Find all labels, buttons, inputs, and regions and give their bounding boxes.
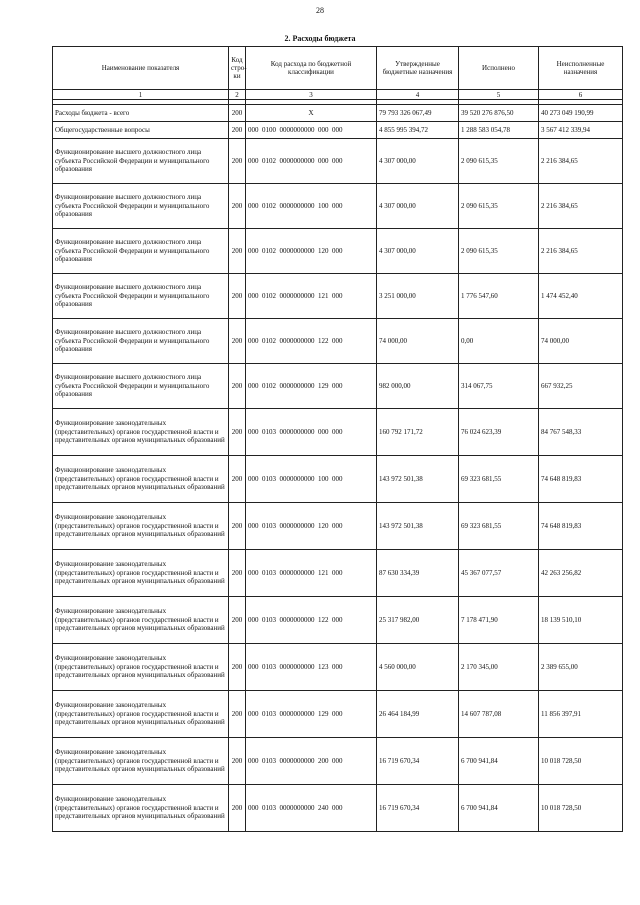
row-classification: 000 0102 0000000000 000 000	[246, 139, 377, 184]
row-unexecuted: 40 273 049 190,99	[539, 105, 623, 122]
row-code: 200	[229, 785, 246, 832]
row-executed: 2 090 615,35	[459, 229, 539, 274]
row-name: Общегосударственные вопросы	[53, 122, 229, 139]
row-name: Функционирование законодательных (представительных) органов государственной власти и представительных органов муниципальных образований	[53, 550, 229, 597]
table-row	[53, 364, 623, 409]
table-row	[53, 691, 623, 738]
row-name: Расходы бюджета - всего	[53, 105, 229, 122]
row-code: 200	[229, 184, 246, 229]
row-code: 200	[229, 319, 246, 364]
table-row	[53, 274, 623, 319]
row-approved: 16 719 670,34	[377, 785, 459, 832]
row-unexecuted: 667 932,25	[539, 364, 623, 409]
row-name: Функционирование законодательных (представительных) органов государственной власти и представительных органов муниципальных образований	[53, 409, 229, 456]
row-unexecuted: 2 216 384,65	[539, 184, 623, 229]
row-name: Функционирование высшего должностного лица субъекта Российской Федерации и муниципального образования	[53, 364, 229, 409]
section-title: 2. Расходы бюджета	[284, 34, 356, 43]
row-code: 200	[229, 503, 246, 550]
row-code: 200	[229, 550, 246, 597]
header-unexecuted: Неисполненные назначения	[539, 47, 623, 90]
row-executed: 76 024 623,39	[459, 409, 539, 456]
row-name: Функционирование законодательных (представительных) органов государственной власти и представительных органов муниципальных образований	[53, 785, 229, 832]
row-classification: 000 0102 0000000000 129 000	[246, 364, 377, 409]
row-executed: 6 700 941,84	[459, 785, 539, 832]
row-code: 200	[229, 229, 246, 274]
row-code: 200	[229, 139, 246, 184]
table-row	[53, 738, 623, 785]
row-unexecuted: 10 018 728,50	[539, 785, 623, 832]
row-executed: 1 288 583 054,78	[459, 122, 539, 139]
row-name: Функционирование законодательных (представительных) органов государственной власти и представительных органов муниципальных образований	[53, 503, 229, 550]
column-number: 5	[459, 90, 539, 100]
row-approved: 4 307 000,00	[377, 229, 459, 274]
row-unexecuted: 84 767 548,33	[539, 409, 623, 456]
header-executed: Исполнено	[459, 47, 539, 90]
row-executed: 314 067,75	[459, 364, 539, 409]
row-name: Функционирование высшего должностного лица субъекта Российской Федерации и муниципального образования	[53, 139, 229, 184]
row-classification: 000 0103 0000000000 240 000	[246, 785, 377, 832]
column-number: 4	[377, 90, 459, 100]
row-code: 200	[229, 105, 246, 122]
row-classification: 000 0100 0000000000 000 000	[246, 122, 377, 139]
row-unexecuted: 3 567 412 339,94	[539, 122, 623, 139]
row-executed: 6 700 941,84	[459, 738, 539, 785]
row-classification: 000 0103 0000000000 123 000	[246, 644, 377, 691]
row-classification: 000 0102 0000000000 121 000	[246, 274, 377, 319]
row-unexecuted: 1 474 452,40	[539, 274, 623, 319]
row-unexecuted: 18 139 510,10	[539, 597, 623, 644]
row-approved: 143 972 501,38	[377, 503, 459, 550]
row-executed: 45 367 077,57	[459, 550, 539, 597]
table-row	[53, 456, 623, 503]
row-classification: 000 0103 0000000000 100 000	[246, 456, 377, 503]
row-code: 200	[229, 456, 246, 503]
row-unexecuted: 74 648 819,83	[539, 456, 623, 503]
table-row	[53, 785, 623, 832]
row-executed: 2 090 615,35	[459, 139, 539, 184]
row-approved: 4 307 000,00	[377, 184, 459, 229]
table-row	[53, 409, 623, 456]
table-row	[53, 550, 623, 597]
row-approved: 3 251 000,00	[377, 274, 459, 319]
row-code: 200	[229, 691, 246, 738]
row-code: 200	[229, 274, 246, 319]
row-executed: 7 178 471,90	[459, 597, 539, 644]
row-approved: 4 855 995 394,72	[377, 122, 459, 139]
row-unexecuted: 2 389 655,00	[539, 644, 623, 691]
column-number: 6	[539, 90, 623, 100]
table-row	[53, 105, 623, 122]
header-classification: Код расхода по бюджетной классификации	[246, 47, 377, 90]
header-name: Наименование показателя	[53, 47, 229, 90]
row-approved: 4 307 000,00	[377, 139, 459, 184]
row-name: Функционирование высшего должностного лица субъекта Российской Федерации и муниципального образования	[53, 184, 229, 229]
row-name: Функционирование законодательных (представительных) органов государственной власти и представительных органов муниципальных образований	[53, 738, 229, 785]
expenditure-table	[52, 46, 623, 832]
row-approved: 74 000,00	[377, 319, 459, 364]
row-unexecuted: 74 648 819,83	[539, 503, 623, 550]
row-approved: 982 000,00	[377, 364, 459, 409]
row-executed: 2 170 345,00	[459, 644, 539, 691]
table-row	[53, 319, 623, 364]
row-name: Функционирование законодательных (представительных) органов государственной власти и представительных органов муниципальных образований	[53, 597, 229, 644]
row-unexecuted: 2 216 384,65	[539, 139, 623, 184]
row-approved: 87 630 334,39	[377, 550, 459, 597]
row-classification: 000 0102 0000000000 122 000	[246, 319, 377, 364]
row-classification: X	[246, 105, 377, 122]
row-approved: 26 464 184,99	[377, 691, 459, 738]
table-row	[53, 184, 623, 229]
row-name: Функционирование законодательных (представительных) органов государственной власти и представительных органов муниципальных образований	[53, 644, 229, 691]
row-code: 200	[229, 738, 246, 785]
row-classification: 000 0103 0000000000 122 000	[246, 597, 377, 644]
column-number: 2	[229, 90, 246, 100]
header-approved: Утвержденные бюджетные назначения	[377, 47, 459, 90]
row-approved: 79 793 326 067,49	[377, 105, 459, 122]
row-approved: 4 560 000,00	[377, 644, 459, 691]
row-approved: 25 317 982,00	[377, 597, 459, 644]
table-row	[53, 122, 623, 139]
table-row	[53, 503, 623, 550]
row-unexecuted: 10 018 728,50	[539, 738, 623, 785]
row-classification: 000 0103 0000000000 129 000	[246, 691, 377, 738]
column-number: 3	[246, 90, 377, 100]
row-classification: 000 0102 0000000000 120 000	[246, 229, 377, 274]
row-classification: 000 0103 0000000000 200 000	[246, 738, 377, 785]
row-approved: 143 972 501,38	[377, 456, 459, 503]
column-number: 1	[53, 90, 229, 100]
row-name: Функционирование законодательных (представительных) органов государственной власти и представительных органов муниципальных образований	[53, 456, 229, 503]
row-approved: 16 719 670,34	[377, 738, 459, 785]
header-row	[53, 47, 623, 90]
row-name: Функционирование высшего должностного лица субъекта Российской Федерации и муниципального образования	[53, 319, 229, 364]
row-name: Функционирование законодательных (представительных) органов государственной власти и представительных органов муниципальных образований	[53, 691, 229, 738]
row-code: 200	[229, 409, 246, 456]
header-line-code: Код стро- ки	[229, 47, 246, 90]
row-code: 200	[229, 644, 246, 691]
row-name: Функционирование высшего должностного лица субъекта Российской Федерации и муниципального образования	[53, 229, 229, 274]
row-unexecuted: 2 216 384,65	[539, 229, 623, 274]
column-number-row	[53, 90, 623, 100]
row-classification: 000 0103 0000000000 120 000	[246, 503, 377, 550]
row-executed: 0,00	[459, 319, 539, 364]
table-row	[53, 229, 623, 274]
row-unexecuted: 74 000,00	[539, 319, 623, 364]
row-name: Функционирование высшего должностного лица субъекта Российской Федерации и муниципального образования	[53, 274, 229, 319]
row-code: 200	[229, 597, 246, 644]
row-approved: 160 792 171,72	[377, 409, 459, 456]
row-classification: 000 0102 0000000000 100 000	[246, 184, 377, 229]
row-executed: 69 323 681,55	[459, 503, 539, 550]
row-classification: 000 0103 0000000000 000 000	[246, 409, 377, 456]
row-executed: 69 323 681,55	[459, 456, 539, 503]
row-code: 200	[229, 122, 246, 139]
table-row	[53, 139, 623, 184]
row-unexecuted: 42 263 256,82	[539, 550, 623, 597]
row-executed: 2 090 615,35	[459, 184, 539, 229]
page-number: 28	[316, 6, 324, 15]
row-unexecuted: 11 856 397,91	[539, 691, 623, 738]
row-classification: 000 0103 0000000000 121 000	[246, 550, 377, 597]
row-executed: 1 776 547,60	[459, 274, 539, 319]
table-row	[53, 644, 623, 691]
row-executed: 14 607 787,08	[459, 691, 539, 738]
table-row	[53, 597, 623, 644]
row-code: 200	[229, 364, 246, 409]
row-executed: 39 520 276 876,50	[459, 105, 539, 122]
